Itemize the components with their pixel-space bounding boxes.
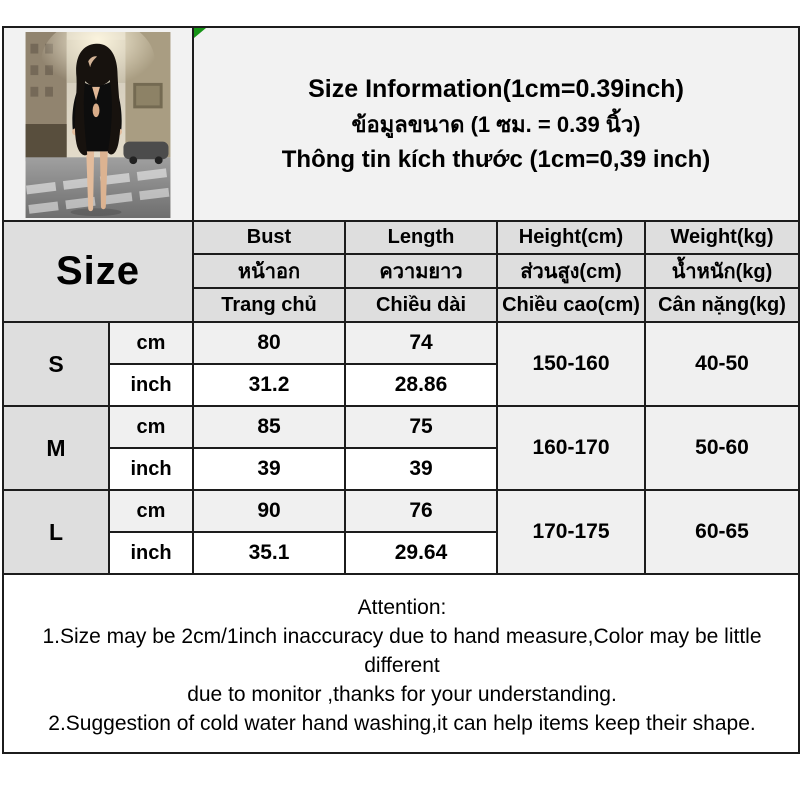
model-photo-illustration — [25, 32, 171, 218]
size-header: Size — [3, 221, 193, 322]
size-chart-table — [2, 26, 800, 754]
unit-inch: inch — [109, 448, 193, 490]
unit-inch: inch — [109, 532, 193, 574]
m-weight: 50-60 — [645, 406, 799, 490]
attention-line-1: 1.Size may be 2cm/1inch inaccuracy due to hand measure,Color may be little different — [42, 625, 762, 677]
title-cell — [193, 27, 799, 221]
s-length-inch: 28.86 — [345, 364, 497, 406]
l-bust-cm: 90 — [193, 490, 345, 532]
col-header-length-th: ความยาว — [345, 254, 497, 288]
green-corner-marker-icon — [194, 28, 206, 38]
l-weight: 60-65 — [645, 490, 799, 574]
col-header-weight-vi: Cân nặng(kg) — [645, 288, 799, 322]
unit-cm: cm — [109, 406, 193, 448]
m-bust-inch: 39 — [193, 448, 345, 490]
attention-line-2: due to monitor ,thanks for your understanding. — [187, 683, 617, 706]
row-size-m: M — [3, 406, 109, 490]
product-photo — [25, 32, 171, 218]
col-header-height-en: Height(cm) — [497, 221, 645, 254]
l-height: 170-175 — [497, 490, 645, 574]
col-header-length-en: Length — [345, 221, 497, 254]
col-header-bust-th: หน้าอก — [193, 254, 345, 288]
s-bust-cm: 80 — [193, 322, 345, 364]
s-height: 150-160 — [497, 322, 645, 406]
col-header-length-vi: Chiều dài — [345, 288, 497, 322]
l-length-cm: 76 — [345, 490, 497, 532]
title-vi: Thông tin kích thước (1cm=0,39 inch) — [281, 145, 711, 173]
col-header-bust-en: Bust — [193, 221, 345, 254]
attention-heading: Attention: — [357, 596, 447, 619]
m-length-cm: 75 — [345, 406, 497, 448]
col-header-weight-en: Weight(kg) — [645, 221, 799, 254]
attention-note — [3, 574, 799, 753]
s-bust-inch: 31.2 — [193, 364, 345, 406]
unit-inch: inch — [109, 364, 193, 406]
s-weight: 40-50 — [645, 322, 799, 406]
l-bust-inch: 35.1 — [193, 532, 345, 574]
product-photo-cell — [3, 27, 193, 221]
col-header-bust-vi: Trang chủ — [193, 288, 345, 322]
row-size-s: S — [3, 322, 109, 406]
storefront-left — [26, 124, 67, 161]
title-th: ข้อมูลขนาด (1 ซม. = 0.39 นิ้ว) — [351, 111, 641, 137]
col-header-height-th: ส่วนสูง(cm) — [497, 254, 645, 288]
row-size-l: L — [3, 490, 109, 574]
m-height: 160-170 — [497, 406, 645, 490]
s-length-cm: 74 — [345, 322, 497, 364]
col-header-height-vi: Chiều cao(cm) — [497, 288, 645, 322]
unit-cm: cm — [109, 322, 193, 364]
attention-line-3: 2.Suggestion of cold water hand washing,it can help items keep their shape. — [48, 712, 756, 735]
title-en: Size Information(1cm=0.39inch) — [308, 74, 684, 103]
m-bust-cm: 85 — [193, 406, 345, 448]
m-length-inch: 39 — [345, 448, 497, 490]
unit-cm: cm — [109, 490, 193, 532]
l-length-inch: 29.64 — [345, 532, 497, 574]
col-header-weight-th: น้ำหนัก(kg) — [645, 254, 799, 288]
